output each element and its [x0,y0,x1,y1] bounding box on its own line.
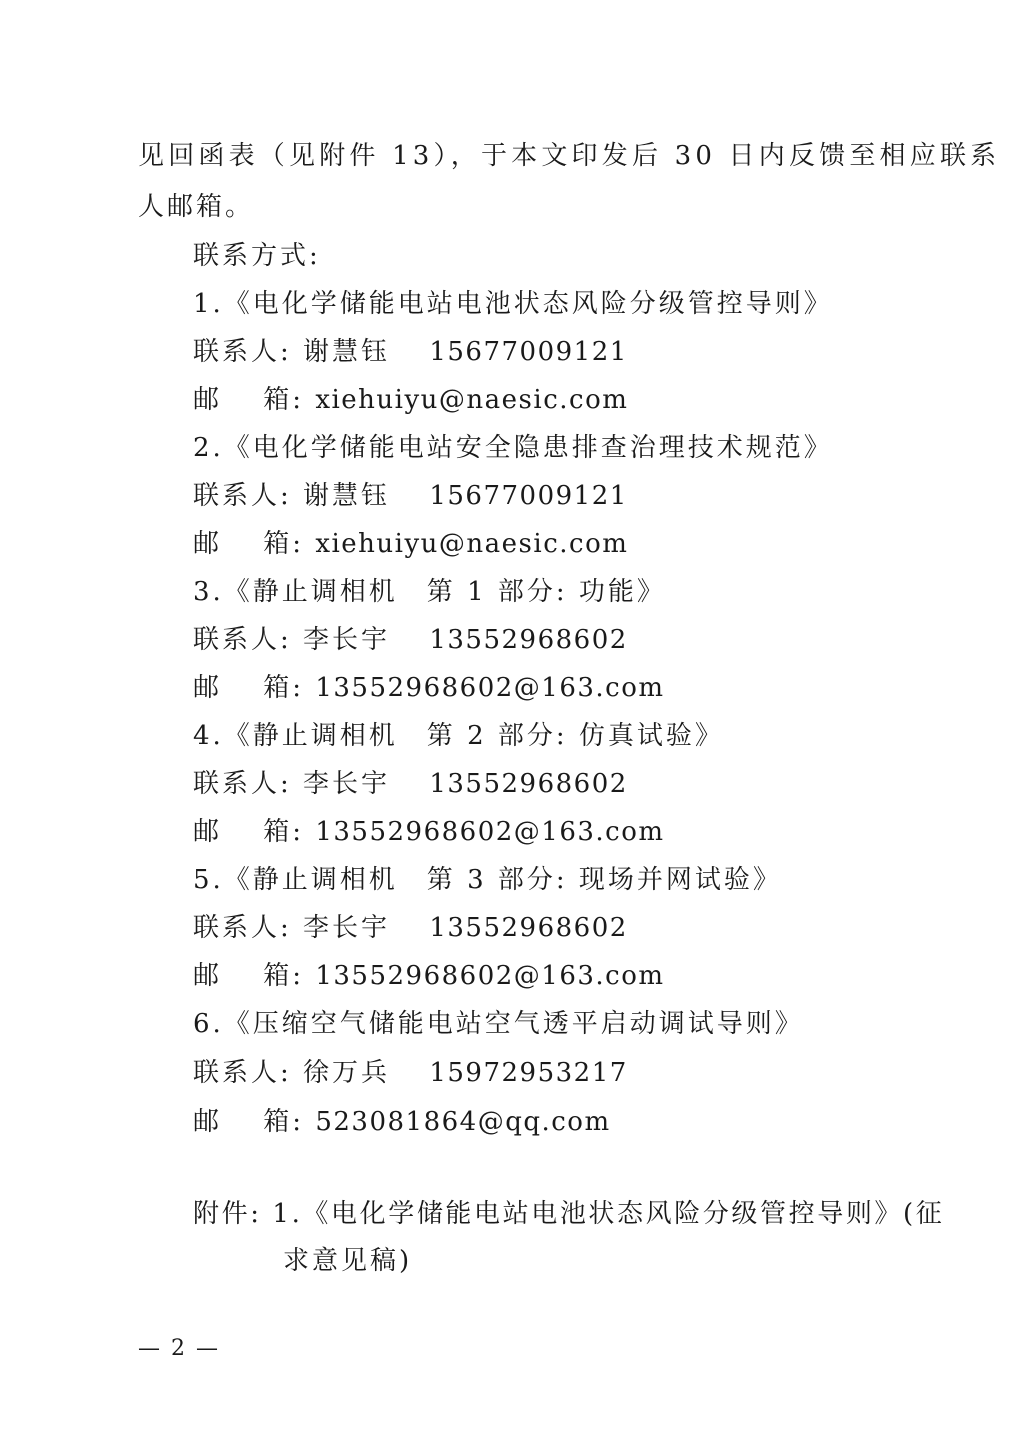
email-label-part-1: 邮 [193,385,223,415]
contact-person-name: 谢慧钰 [303,337,391,367]
contact-person-name: 李长宇 [303,913,391,943]
contact-email-row-6 [193,1107,611,1137]
contact-phone: 13552968602 [429,625,628,655]
contact-phone: 15677009121 [429,481,628,511]
contact-person-name: 李长宇 [303,625,391,655]
contact-email: 13552968602@163.com [315,961,665,991]
email-label-part-2: 箱: [263,1107,305,1137]
contact-person-label: 联系人: [193,769,292,799]
contact-person-label: 联系人: [193,625,292,655]
contact-email-row-2 [193,529,628,559]
contact-phone: 13552968602 [429,769,628,799]
contact-person-label: 联系人: [193,481,292,511]
contact-phone: 13552968602 [429,913,628,943]
attachment-line-1: 附件: 1.《电化学储能电站电池状态风险分级管控导则》(征 [193,1199,945,1229]
standard-title-6: 6.《压缩空气储能电站空气透平启动调试导则》 [193,1009,804,1039]
intro-line-1: 见回函表（见附件 13），于本文印发后 30 日内反馈至相应联系 [138,141,1001,171]
contact-person-2 [193,481,628,511]
email-label-part-2: 箱: [263,817,305,847]
contact-email: 13552968602@163.com [315,817,665,847]
email-label-part-1: 邮 [193,529,223,559]
email-label-part-2: 箱: [263,673,305,703]
contact-heading: 联系方式: [193,241,321,271]
contact-email-row-1 [193,385,628,415]
contact-person-4 [193,769,628,799]
contact-person-name: 徐万兵 [303,1058,391,1088]
contact-email: xiehuiyu@naesic.com [315,529,629,559]
contact-email-row-5 [193,961,665,991]
standard-title-2: 2.《电化学储能电站安全隐患排查治理技术规范》 [193,433,833,463]
email-label-part-1: 邮 [193,673,223,703]
contact-phone: 15972953217 [429,1058,628,1088]
contact-email: xiehuiyu@naesic.com [315,385,629,415]
contact-email: 13552968602@163.com [315,673,665,703]
page-number: — 2 — [138,1336,220,1361]
email-label-part-2: 箱: [263,529,305,559]
email-label-part-1: 邮 [193,1107,223,1137]
attachment-line-2: 求意见稿) [283,1246,413,1276]
contact-phone: 15677009121 [429,337,628,367]
contact-person-name: 李长宇 [303,769,391,799]
standard-title-3: 3.《静止调相机 第 1 部分: 功能》 [193,577,666,607]
contact-person-1 [193,337,628,367]
contact-person-label: 联系人: [193,913,292,943]
email-label-part-2: 箱: [263,961,305,991]
contact-email-row-3 [193,673,665,703]
contact-person-3 [193,625,628,655]
contact-email: 523081864@qq.com [315,1107,611,1137]
contact-email-row-4 [193,817,665,847]
contact-person-name: 谢慧钰 [303,481,391,511]
contact-person-6 [193,1058,628,1088]
contact-person-5 [193,913,628,943]
standard-title-5: 5.《静止调相机 第 3 部分: 现场并网试验》 [193,865,782,895]
email-label-part-1: 邮 [193,817,223,847]
intro-line-2: 人邮箱。 [138,192,255,222]
email-label-part-1: 邮 [193,961,223,991]
email-label-part-2: 箱: [263,385,305,415]
contact-person-label: 联系人: [193,337,292,367]
standard-title-4: 4.《静止调相机 第 2 部分: 仿真试验》 [193,721,724,751]
standard-title-1: 1.《电化学储能电站电池状态风险分级管控导则》 [193,289,833,319]
contact-person-label: 联系人: [193,1058,292,1088]
